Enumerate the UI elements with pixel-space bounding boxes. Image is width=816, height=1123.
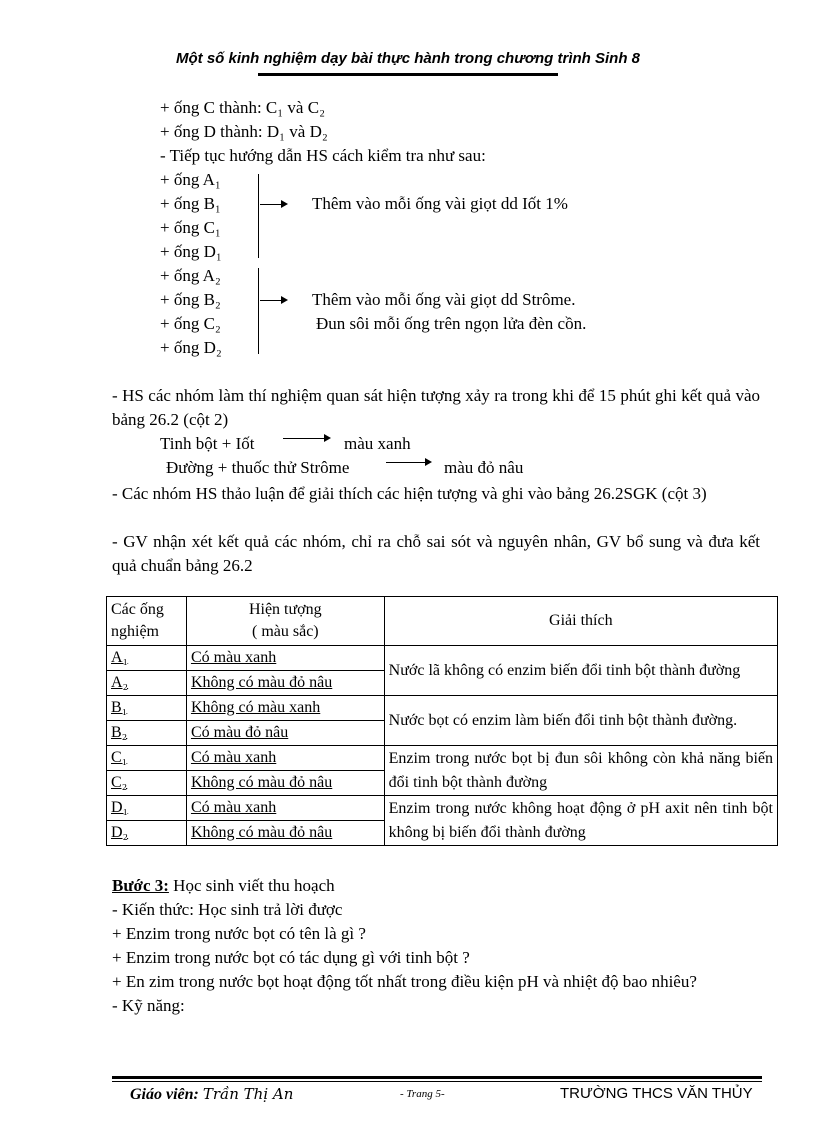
group2-tube-c2: + ống C₂ — [160, 314, 221, 333]
intro-line-c: + ống C thành: C₁ và C₂ — [160, 98, 325, 117]
tube-cell: A₁ — [107, 646, 187, 671]
step3-line-q3: + En zim trong nước bọt hoạt động tốt nhất trong điều kiện pH và nhiệt độ bao nhiêu? — [112, 972, 697, 991]
group1-action: Thêm vào mỗi ống vài giọt dd Iốt 1% — [312, 194, 568, 213]
step3-line-skills: - Kỹ năng: — [112, 996, 185, 1015]
phenomenon-cell: Có màu xanh — [186, 646, 384, 671]
reaction1-arrow-icon — [283, 438, 329, 439]
group1-tube-a1: + ống A₁ — [160, 170, 221, 189]
discuss-paragraph: - Các nhóm HS thảo luận để giải thích các hiện tượng và ghi vào bảng 26.2SGK (cột 3) — [112, 484, 707, 503]
table-row — [107, 796, 778, 821]
tube-cell: D₂ — [107, 821, 187, 846]
footer-rule-thin — [112, 1081, 762, 1082]
tube-cell: C₂ — [107, 771, 187, 796]
group1-arrow-icon — [260, 204, 286, 205]
step3-label: Bước 3: — [112, 876, 169, 895]
tube-cell: C₁ — [107, 746, 187, 771]
review-paragraph: - GV nhận xét kết quả các nhóm, chỉ ra chỗ sai sót và nguyên nhân, GV bổ sung và đưa kết quả chuẩn bảng 26.2 — [112, 532, 760, 575]
footer-page-number: - Trang 5- — [400, 1088, 445, 1100]
explanation-cell: Nước bọt có enzim làm biến đổi tinh bột thành đường. — [384, 696, 777, 746]
table-row — [107, 746, 778, 771]
step3-heading — [112, 874, 335, 898]
phenomenon-cell: Không có màu đỏ nâu — [186, 821, 384, 846]
step3-line-q2: + Enzim trong nước bọt có tác dụng gì với tinh bột ? — [112, 948, 470, 967]
group2-action-1: Thêm vào mỗi ống vài giọt dd Strôme. — [312, 290, 576, 309]
tube-cell: A₂ — [107, 671, 187, 696]
phenomenon-cell: Không có màu đỏ nâu — [186, 771, 384, 796]
reaction2-left: Đường + thuốc thử Strôme — [166, 458, 350, 477]
observe-paragraph: - HS các nhóm làm thí nghiệm quan sát hiện tượng xảy ra trong khi để 15 phút ghi kết quả vào bảng 26.2 (cột 2) — [112, 386, 760, 429]
group1-tube-d1: + ống D₁ — [160, 242, 222, 261]
explanation-cell: Enzim trong nước không hoạt động ở pH axit nên tinh bột không bị biến đổi thành đường — [384, 796, 777, 846]
group1-bracket — [258, 174, 259, 258]
intro-line-instruction: - Tiếp tục hướng dẫn HS cách kiểm tra như sau: — [160, 146, 486, 165]
table-row — [107, 696, 778, 721]
header-phenomenon-line2: ( màu sắc) — [251, 623, 319, 640]
step3-line-knowledge: - Kiến thức: Học sinh trả lời được — [112, 900, 343, 919]
header-rule — [258, 73, 558, 76]
header-explanation: Giải thích — [384, 597, 777, 646]
tube-cell: D₁ — [107, 796, 187, 821]
footer-school: TRƯỜNG THCS VĂN THỦY — [560, 1085, 753, 1102]
intro-line-d: + ống D thành: D₁ và D₂ — [160, 122, 328, 141]
reaction2-arrow-icon — [386, 462, 430, 463]
group2-tube-a2: + ống A₂ — [160, 266, 221, 285]
reaction1-left: Tinh bột + Iốt — [160, 434, 255, 453]
group2-arrow-icon — [260, 300, 286, 301]
header-phenomenon-line1: Hiện tượng — [248, 601, 322, 618]
step3-text: Học sinh viết thu hoạch — [168, 876, 335, 895]
explanation-cell: Enzim trong nước bọt bị đun sôi không còn khả năng biến đổi tinh bột thành đường — [384, 746, 777, 796]
phenomenon-cell: Không có màu đỏ nâu — [186, 671, 384, 696]
reaction2-right: màu đỏ nâu — [444, 458, 524, 477]
group1-tube-b1: + ống B₁ — [160, 194, 221, 213]
phenomenon-cell: Có màu xanh — [186, 796, 384, 821]
group2-tube-d2: + ống D₂ — [160, 338, 222, 357]
footer-teacher — [130, 1085, 293, 1104]
page-header-title: Một số kinh nghiệm dạy bài thực hành trong chương trình Sinh 8 — [176, 50, 640, 67]
phenomenon-cell: Có màu xanh — [186, 746, 384, 771]
results-table — [106, 596, 778, 846]
footer-teacher-name: Trần Thị An — [202, 1085, 294, 1103]
phenomenon-cell: Không có màu xanh — [186, 696, 384, 721]
header-tubes: Các ống nghiệm — [107, 597, 187, 646]
group1-tube-c1: + ống C₁ — [160, 218, 221, 237]
footer-rule-thick — [112, 1076, 762, 1079]
tube-cell: B₂ — [107, 721, 187, 746]
header-phenomenon — [186, 597, 384, 646]
reaction1-right: màu xanh — [344, 434, 411, 453]
group2-action-2: Đun sôi mỗi ống trên ngọn lửa đèn cồn. — [316, 314, 587, 333]
table-row — [107, 646, 778, 671]
tube-cell: B₁ — [107, 696, 187, 721]
phenomenon-cell: Có màu đỏ nâu — [186, 721, 384, 746]
footer-teacher-label: Giáo viên: — [130, 1086, 199, 1103]
group2-tube-b2: + ống B₂ — [160, 290, 221, 309]
step3-line-q1: + Enzim trong nước bọt có tên là gì ? — [112, 924, 366, 943]
group2-bracket — [258, 268, 259, 354]
explanation-cell: Nước lã không có enzim biến đổi tinh bột thành đường — [384, 646, 777, 696]
table-header-row — [107, 597, 778, 646]
